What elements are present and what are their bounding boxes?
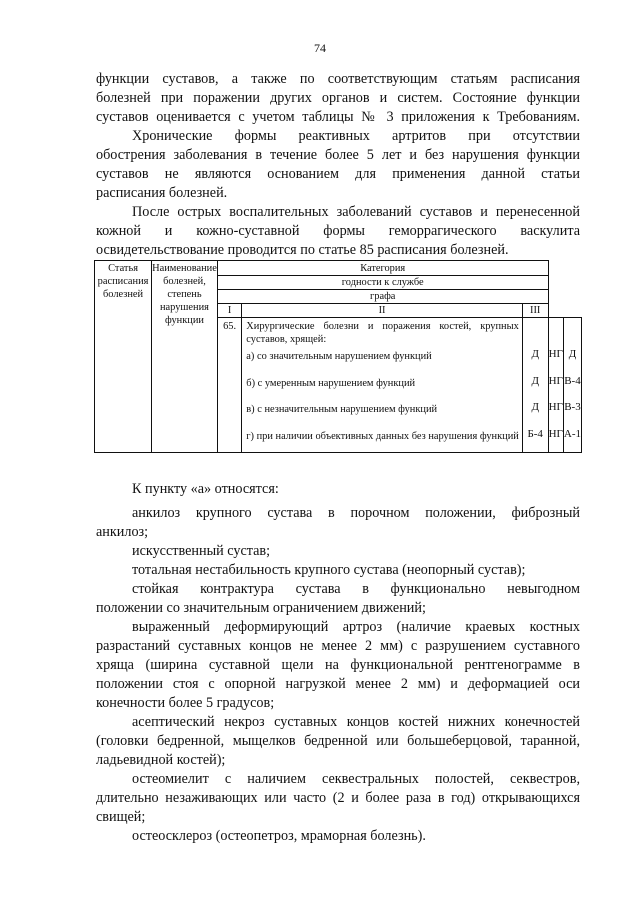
page-number: 74 xyxy=(314,41,326,55)
text-line: стойкая контрактура сустава в функционально невыгодном xyxy=(132,581,580,597)
category-value: В-4 xyxy=(564,374,581,387)
text-line: хряща (ширина суставной щели на функциональной рентгенограмме в xyxy=(96,657,580,673)
text-line: кожной и кожно-суставной формы геморрагического васкулита xyxy=(96,223,580,239)
article-number: 65. xyxy=(217,318,241,453)
text-line: ладьевидной костей); xyxy=(96,752,226,768)
column-i-values xyxy=(522,318,548,453)
text-line: остеосклероз (остеопетроз, мраморная болезнь). xyxy=(132,828,426,844)
row-title: Хирургические болезни и поражения костей, крупных суставов, хрящей: xyxy=(246,321,519,345)
clause-a-text xyxy=(96,480,580,846)
column-header: III xyxy=(522,304,548,318)
table-header-row xyxy=(95,261,582,304)
text-line: свищей; xyxy=(96,809,146,825)
header-category xyxy=(217,261,548,304)
header-article-line: болезней xyxy=(103,289,144,300)
text-line: тотальная нестабильность крупного сустава (неопорный сустав); xyxy=(132,562,526,578)
column-header: I xyxy=(217,304,241,318)
text-line: Хронические формы реактивных артритов при отсутствии xyxy=(132,128,580,144)
text-line: обострения заболевания в течение более 5 лет и без нарушения функции xyxy=(96,147,580,163)
category-value: А-1 xyxy=(563,427,581,440)
text-line: выраженный деформирующий артроз (наличие краевых костных xyxy=(132,619,580,635)
header-article-line: Статья xyxy=(108,263,138,274)
column-ii-values xyxy=(548,318,563,453)
text-line: (головки бедренной, мыщелков бедренной или большеберцовой, таранной, xyxy=(96,733,580,749)
category-value: НГ xyxy=(548,374,563,387)
text-line: анкилоз крупного сустава в порочном положении, фиброзный xyxy=(132,505,580,521)
header-name-line: Наименование болезней, xyxy=(152,263,217,287)
text-line: анкилоз; xyxy=(96,524,149,540)
item-text: а) со значительным нарушением функций xyxy=(246,351,432,362)
category-value: Д xyxy=(531,348,539,360)
row-description xyxy=(242,318,523,453)
category-value: Д xyxy=(568,348,577,360)
intro-text xyxy=(96,70,580,260)
header-article-line: расписания xyxy=(97,276,149,287)
text-line: положении стоя с опорной нагрузкой менее 2 мм) и деформацией оси xyxy=(96,676,580,692)
text-line: длительно незаживающих или часто (2 и более раза в год) открывающихся xyxy=(96,790,580,806)
text-line: асептический некроз суставных концов костей нижних конечностей xyxy=(132,714,580,730)
header-name-line: степень нарушения функции xyxy=(160,289,209,326)
text-line: остеомиелит с наличием секвестральных полостей, секвестров, xyxy=(132,771,580,787)
category-value: НГ xyxy=(548,348,563,360)
spacer xyxy=(564,318,581,348)
header-category-line: Категория xyxy=(360,263,406,274)
category-value: Б-4 xyxy=(527,427,543,440)
text-line: расписания болезней. xyxy=(96,185,228,201)
text-line: После острых воспалительных заболеваний суставов и перенесенной xyxy=(132,204,580,220)
category-value: НГ xyxy=(548,427,563,440)
text-line: разрастаний суставных концов не менее 2 мм) с разрушением суставного xyxy=(96,638,580,654)
header-name xyxy=(152,261,218,453)
item-text: г) при наличии объективных данных без нарушения функций xyxy=(246,430,519,442)
text-line: суставов не являются основанием для применения данной статьи xyxy=(96,166,580,182)
text-line: положении со значительным ограничением движений; xyxy=(96,600,426,616)
text-line: суставов оценивается с учетом таблицы № 3 приложения к Требованиям. xyxy=(96,109,580,125)
category-value: В-3 xyxy=(564,401,581,413)
text-line: К пункту «а» относятся: xyxy=(132,481,279,497)
category-value: НГ xyxy=(548,401,563,413)
category-value: Д xyxy=(531,374,539,387)
header-graph: графа xyxy=(218,289,548,303)
text-line: искусственный сустав; xyxy=(132,543,271,559)
header-article xyxy=(95,261,152,453)
text-line: конечности более 5 градусов; xyxy=(96,695,275,711)
column-header: II xyxy=(242,304,523,318)
column-iii-values xyxy=(563,318,581,453)
text-line: болезней при поражении других органов и систем. Состояние функции xyxy=(96,90,580,106)
category-value: Д xyxy=(531,401,539,413)
header-category-line: годности к службе xyxy=(218,275,548,289)
item-text: б) с умеренным нарушением функций xyxy=(246,377,416,389)
text-line: освидетельствование проводится по статье 85 расписания болезней. xyxy=(96,242,509,258)
item-text: в) с незначительным нарушением функций xyxy=(246,404,438,415)
diseases-table xyxy=(94,260,582,453)
text-line: функции суставов, а также по соответствующим статьям расписания xyxy=(96,71,580,87)
spacer xyxy=(523,318,548,348)
spacer xyxy=(549,318,563,348)
